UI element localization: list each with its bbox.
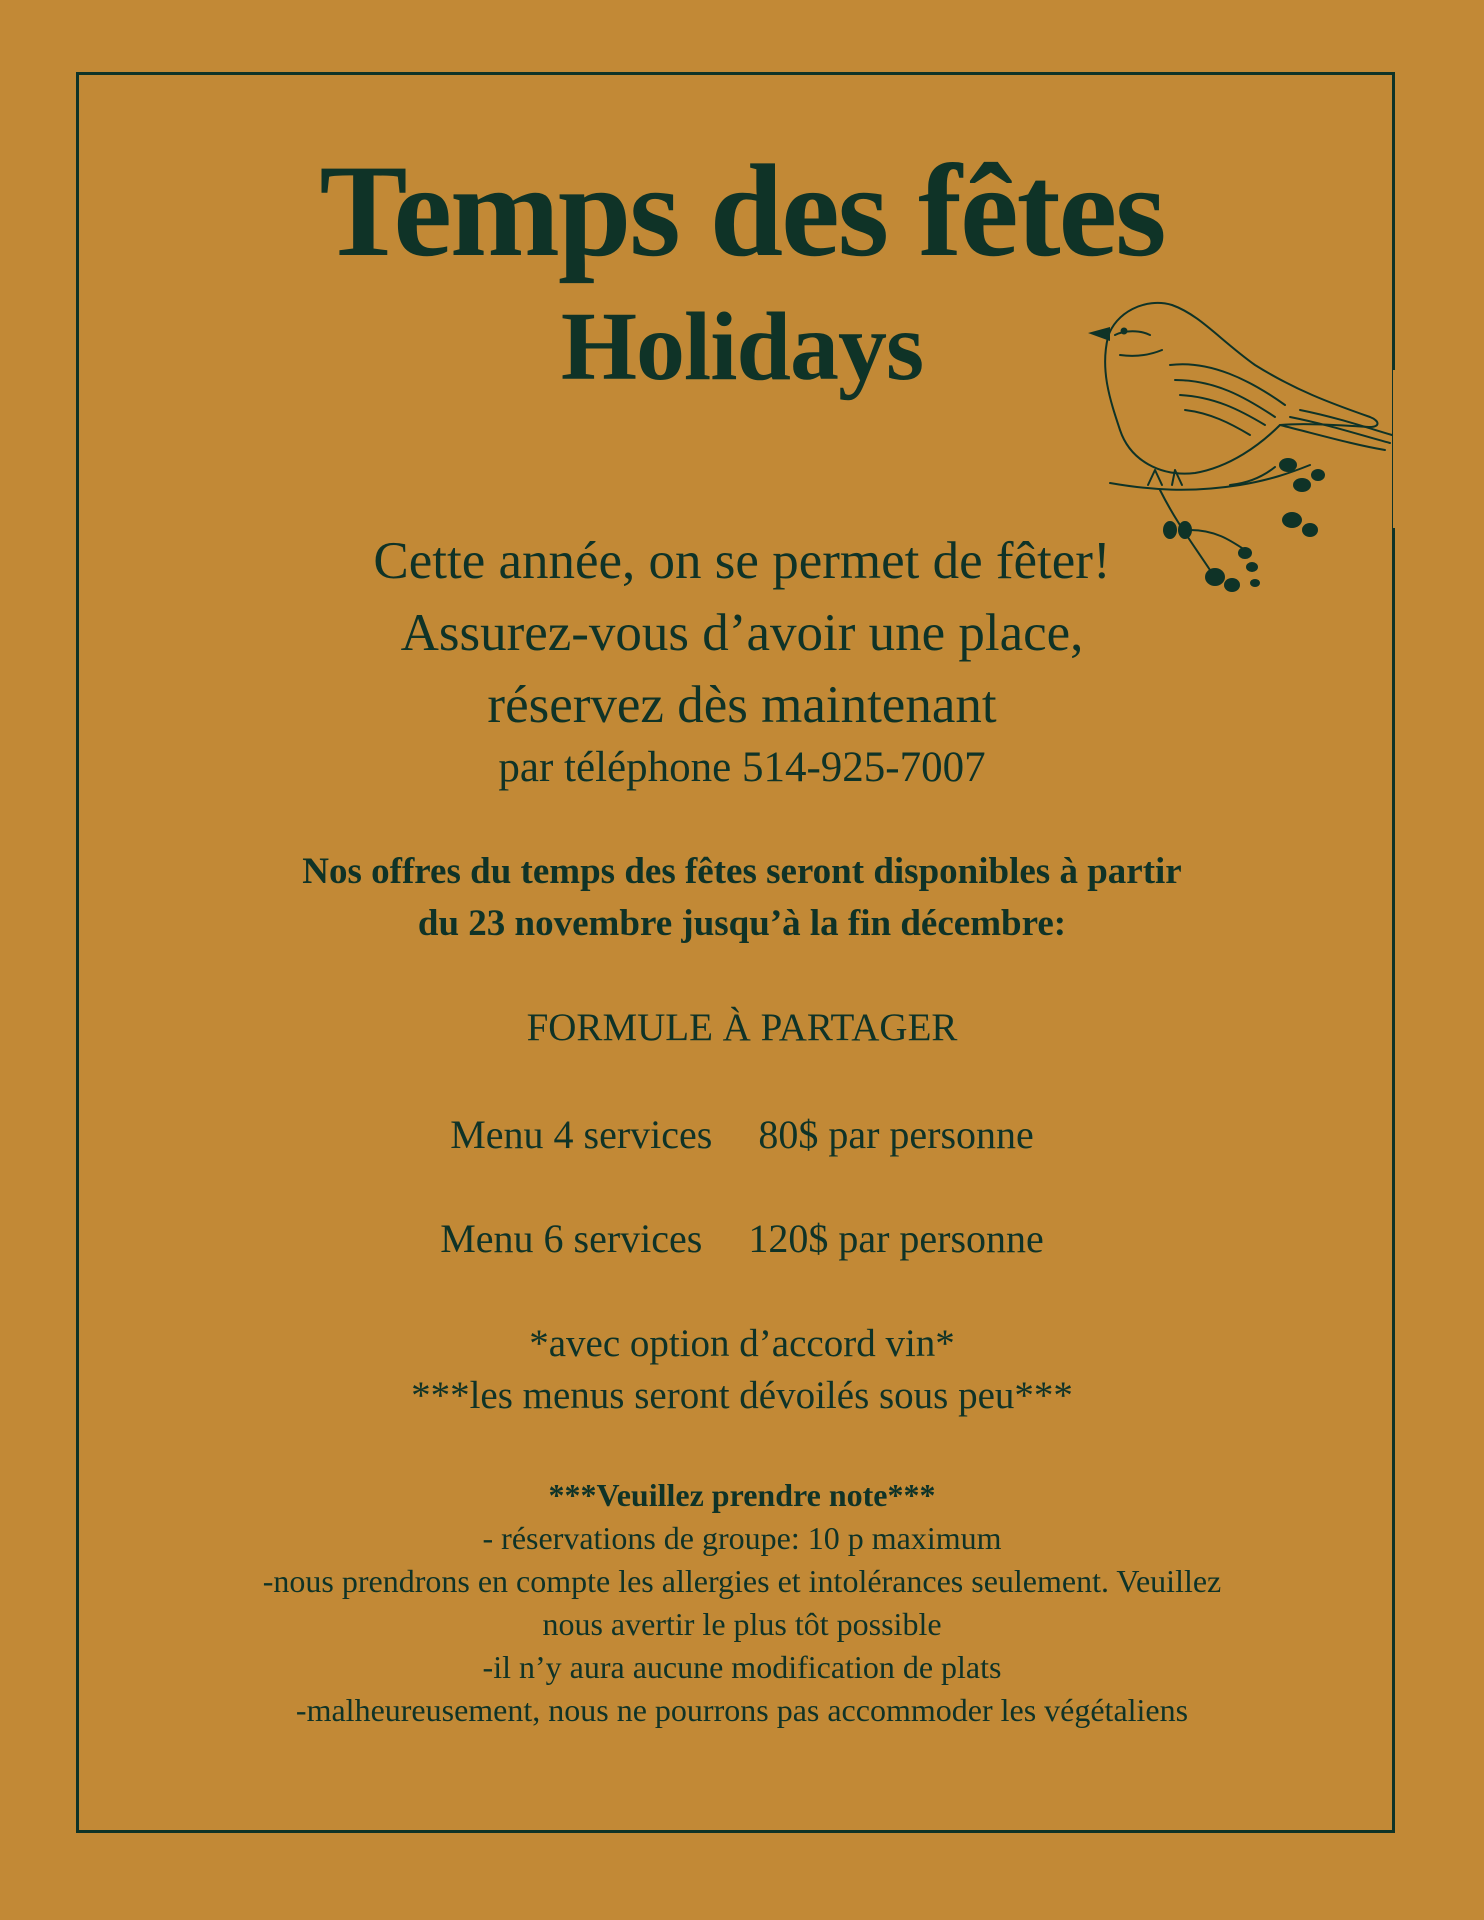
option-line: *avec option d’accord vin* xyxy=(529,1322,955,1365)
formula-heading: FORMULE À PARTAGER xyxy=(526,1006,958,1049)
intro-line: réservez dès maintenant xyxy=(487,676,997,734)
menu-price: 120$ par personne xyxy=(748,1216,1044,1261)
menu-price: 80$ par personne xyxy=(758,1112,1034,1157)
phone-line: par téléphone 514-925-7007 xyxy=(498,744,986,791)
offers-line: du 23 novembre jusqu’à la fin décembre: xyxy=(417,903,1067,944)
offers-line: Nos offres du temps des fêtes seront disponibles à partir xyxy=(302,851,1182,892)
menu-name: Menu 6 services xyxy=(440,1216,703,1261)
notes-section xyxy=(0,1474,1484,1732)
note-line: -il n’y aura aucune modification de plats xyxy=(482,1649,1002,1685)
note-line: - réservations de groupe: 10 p maximum xyxy=(482,1520,1002,1556)
intro-line: Cette année, on se permet de fêter! xyxy=(373,532,1111,590)
note-line: -malheureusement, nous ne pourrons pas accommoder les végétaliens xyxy=(295,1692,1189,1728)
title-french: Temps des fêtes xyxy=(319,137,1165,284)
menu-item xyxy=(0,1214,1484,1264)
offers-availability xyxy=(0,846,1484,950)
notes-title: ***Veuillez prendre note*** xyxy=(548,1477,936,1513)
intro-line: Assurez-vous d’avoir une place, xyxy=(400,604,1084,662)
menu-options xyxy=(0,1318,1484,1422)
note-line: nous avertir le plus tôt possible xyxy=(542,1606,942,1642)
note-line: -nous prendrons en compte les allergies et intolérances seulement. Veuillez xyxy=(262,1563,1222,1599)
menu-item xyxy=(0,1110,1484,1160)
menu-name: Menu 4 services xyxy=(450,1112,713,1157)
intro-text xyxy=(0,525,1484,741)
option-line: ***les menus seront dévoilés sous peu*** xyxy=(411,1374,1073,1417)
title-english: Holidays xyxy=(560,293,924,401)
